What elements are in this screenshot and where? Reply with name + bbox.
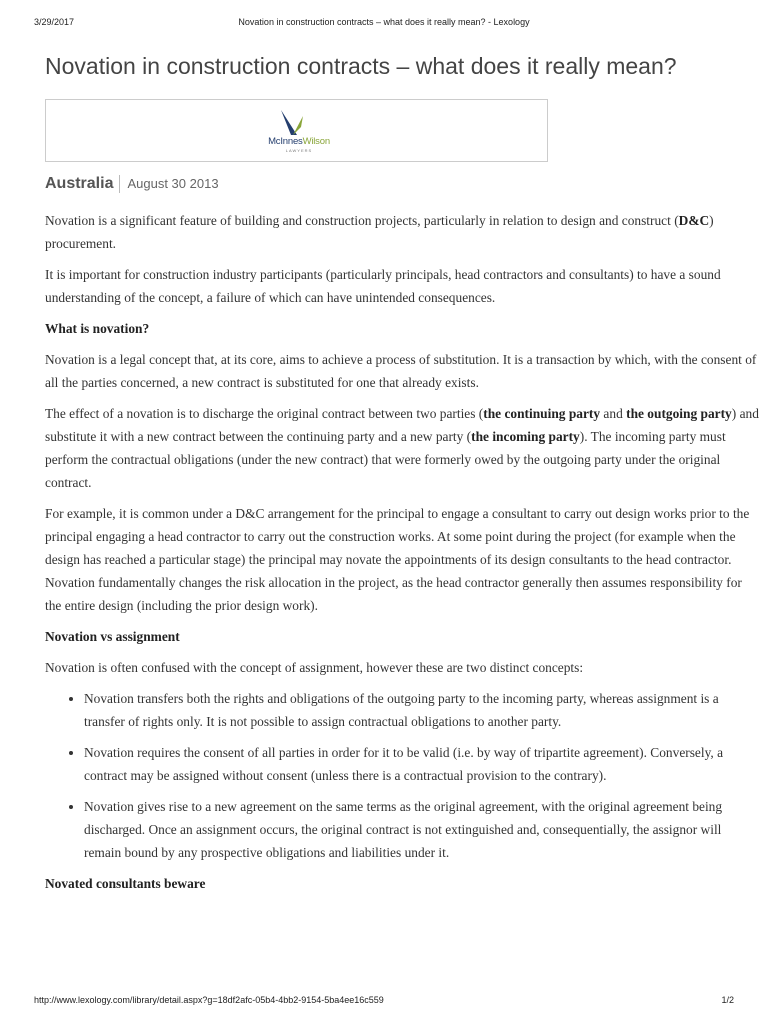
article-meta xyxy=(45,174,761,194)
logo-mark-icon xyxy=(276,110,322,136)
firm-logo xyxy=(257,110,341,152)
section-heading: Novation vs assignment xyxy=(45,629,180,644)
publish-date: August 30 2013 xyxy=(127,176,219,191)
paragraph: For example, it is common under a D&C arrangement for the principal to engage a consultant to carry out design works prior to the principal engaging a head contractor to carry out the construction works. At some point during the project (for example when the design has reached a particular stage) the principal may novate the appointments of its design consultants to the head contractor. Novation fundamentally changes the risk allocation in the project, as the head contractor generally then assumes responsibility for the entire design (including the prior design work). xyxy=(45,506,750,613)
jurisdiction-link[interactable]: Australia xyxy=(45,175,114,192)
article-body xyxy=(45,209,761,895)
print-page-title: Novation in construction contracts – what does it really mean? - Lexology xyxy=(238,17,530,27)
paragraph: Novation is often confused with the concept of assignment, however these are two distinct concepts: xyxy=(45,660,584,675)
article-title: Novation in construction contracts – what does it really mean? xyxy=(45,53,677,79)
bullet-list xyxy=(45,687,761,864)
meta-divider xyxy=(119,175,120,193)
article xyxy=(45,50,761,903)
page-number: 1/2 xyxy=(721,995,734,1005)
section-heading: Novated consultants beware xyxy=(45,876,206,891)
page-url-link[interactable]: http://www.lexology.com/library/detail.aspx?g=18df2afc-05b4-4bb2-9154-5ba4ee16c559 xyxy=(34,995,384,1005)
paragraph: It is important for construction industry participants (particularly principals, head contractors and consultants) to have a sound understanding of the concept, a failure of which can have unintended consequences. xyxy=(45,267,721,305)
paragraph: Novation is a significant feature of building and construction projects, particularly in relation to design and construct (D&C) procurement. xyxy=(45,213,714,251)
list-item: • Novation requires the consent of all parties in order for it to be valid (i.e. by way of tripartite agreement). Conversely, a contract may be assigned without consent (unless there is a contractual provision to the contrary). xyxy=(84,741,761,787)
logo-subtitle: LAWYERS xyxy=(285,148,313,153)
section-heading: What is novation? xyxy=(45,321,150,336)
paragraph: Novation is a legal concept that, at its core, aims to achieve a process of substitution. It is a transaction by which, with the consent of all the parties concerned, a new contract is substituted for one that already exists. xyxy=(45,352,757,390)
list-item: • Novation gives rise to a new agreement on the same terms as the original agreement, with the original agreement being discharged. Once an assignment occurs, the original contract is not extinguished and, consequentially, the assignor will remain bound by any prospective obligations and liabilities under it. xyxy=(84,795,761,864)
list-item: • Novation transfers both the rights and obligations of the outgoing party to the incoming party, whereas assignment is a transfer of rights only. It is not possible to assign contractual obligations to another party. xyxy=(84,687,761,733)
paragraph: The effect of a novation is to discharge the original contract between two parties (the continuing party and the outgoing party) and substitute it with a new contract between the continuing party and a new party (the incoming party). The incoming party must perform the contractual obligations (under the new contract) that were formerly owed by the outgoing party under the original contract. xyxy=(45,406,759,490)
firm-logo-box[interactable] xyxy=(45,99,548,162)
print-date: 3/29/2017 xyxy=(34,17,75,27)
logo-wordmark: McInnesWilson xyxy=(268,136,330,147)
